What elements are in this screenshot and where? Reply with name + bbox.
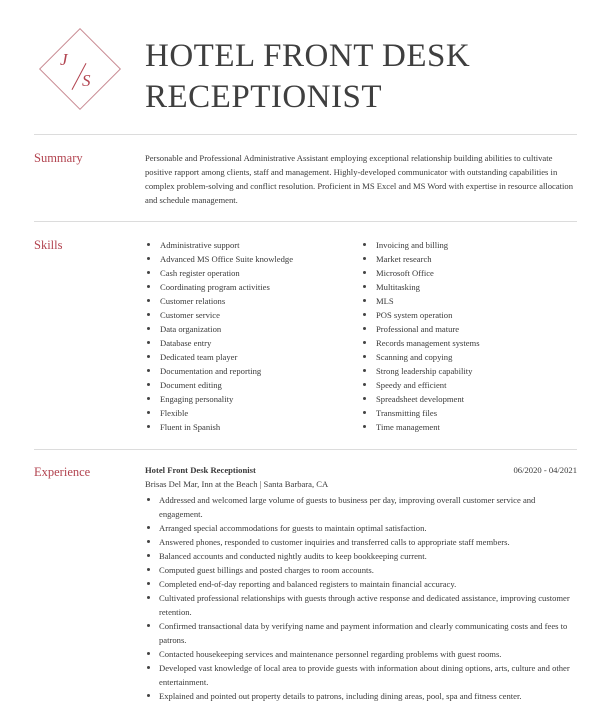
duty-item: Completed end-of-day reporting and balanced registers to maintain financial accuracy.	[145, 577, 577, 591]
duty-item: Arranged special accommodations for guests to maintain optimal satisfaction.	[145, 521, 577, 535]
skills-list-right	[361, 238, 480, 434]
skill-item: Flexible	[145, 406, 293, 420]
job-title: Hotel Front Desk Receptionist	[145, 465, 256, 475]
skill-item: Professional and mature	[361, 322, 480, 336]
skill-item: Administrative support	[145, 238, 293, 252]
resume-title-line-2: RECEPTIONIST	[145, 79, 382, 115]
summary-text: Personable and Professional Administrative Assistant employing exceptional relationship building abilities to cultivate positive rapport among clients, staff and management. Highly-developed communicator with outstanding capabilities in complex problem-solving and conflict resolution. Proficient in MS Excel and MS Word with expertise in resource allocation and schedule management.	[145, 153, 574, 205]
duty-item: Confirmed transactional data by verifying name and payment information and clearly communicating costs and fees to patrons.	[145, 619, 577, 647]
skill-item: Fluent in Spanish	[145, 420, 293, 434]
skill-item: Coordinating program activities	[145, 280, 293, 294]
skill-item: MLS	[361, 294, 480, 308]
skill-item: POS system operation	[361, 308, 480, 322]
resume-title-line-1: HOTEL FRONT DESK	[145, 38, 471, 74]
skill-item: Invoicing and billing	[361, 238, 480, 252]
skill-item: Documentation and reporting	[145, 364, 293, 378]
skill-item: Document editing	[145, 378, 293, 392]
summary-heading: Summary	[34, 151, 83, 165]
skill-item: Multitasking	[361, 280, 480, 294]
duty-item: Addressed and welcomed large volume of guests to business per day, improving overall customer service and engagement.	[145, 493, 577, 521]
duty-item: Contacted housekeeping services and maintenance personnel regarding problems with guest rooms.	[145, 647, 577, 661]
skills-list-left	[145, 238, 293, 434]
duty-item: Answered phones, responded to customer inquiries and transferred calls to appropriate staff members.	[145, 535, 577, 549]
skill-item: Data organization	[145, 322, 293, 336]
job-duties-list	[145, 493, 577, 703]
skill-item: Customer relations	[145, 294, 293, 308]
resume-title	[145, 36, 470, 118]
duty-item: Explained and pointed out property details to patrons, including dining areas, pool, spa and fitness center.	[145, 689, 577, 703]
duty-item: Balanced accounts and conducted nightly audits to keep bookkeeping current.	[145, 549, 577, 563]
divider	[34, 134, 577, 135]
duty-item: Cultivated professional relationships with guests through active response and dedicated assistance, improving customer retention.	[145, 591, 577, 619]
skill-item: Engaging personality	[145, 392, 293, 406]
job-dates: 06/2020 - 04/2021	[513, 465, 577, 475]
duty-item: Developed vast knowledge of local area to provide guests with information about dining options, arts, culture and other entertainment.	[145, 661, 577, 689]
skill-item: Spreadsheet development	[361, 392, 480, 406]
experience-heading: Experience	[34, 465, 91, 479]
skill-item: Database entry	[145, 336, 293, 350]
skills-heading: Skills	[34, 238, 63, 252]
skill-item: Scanning and copying	[361, 350, 480, 364]
skill-item: Time management	[361, 420, 480, 434]
skill-item: Speedy and efficient	[361, 378, 480, 392]
skill-item: Microsoft Office	[361, 266, 480, 280]
skill-item: Dedicated team player	[145, 350, 293, 364]
divider	[34, 221, 577, 222]
job-company: Brisas Del Mar, Inn at the Beach | Santa Barbara, CA	[145, 479, 329, 489]
skill-item: Strong leadership capability	[361, 364, 480, 378]
monogram-initial-first: J	[60, 50, 68, 69]
skill-item: Customer service	[145, 308, 293, 322]
skill-item: Cash register operation	[145, 266, 293, 280]
monogram-initial-last: S	[82, 71, 91, 90]
skill-item: Advanced MS Office Suite knowledge	[145, 252, 293, 266]
divider	[34, 449, 577, 450]
skill-item: Market research	[361, 252, 480, 266]
skill-item: Transmitting files	[361, 406, 480, 420]
monogram-diamond	[39, 28, 121, 110]
skill-item: Records management systems	[361, 336, 480, 350]
duty-item: Computed guest billings and posted charges to room accounts.	[145, 563, 577, 577]
